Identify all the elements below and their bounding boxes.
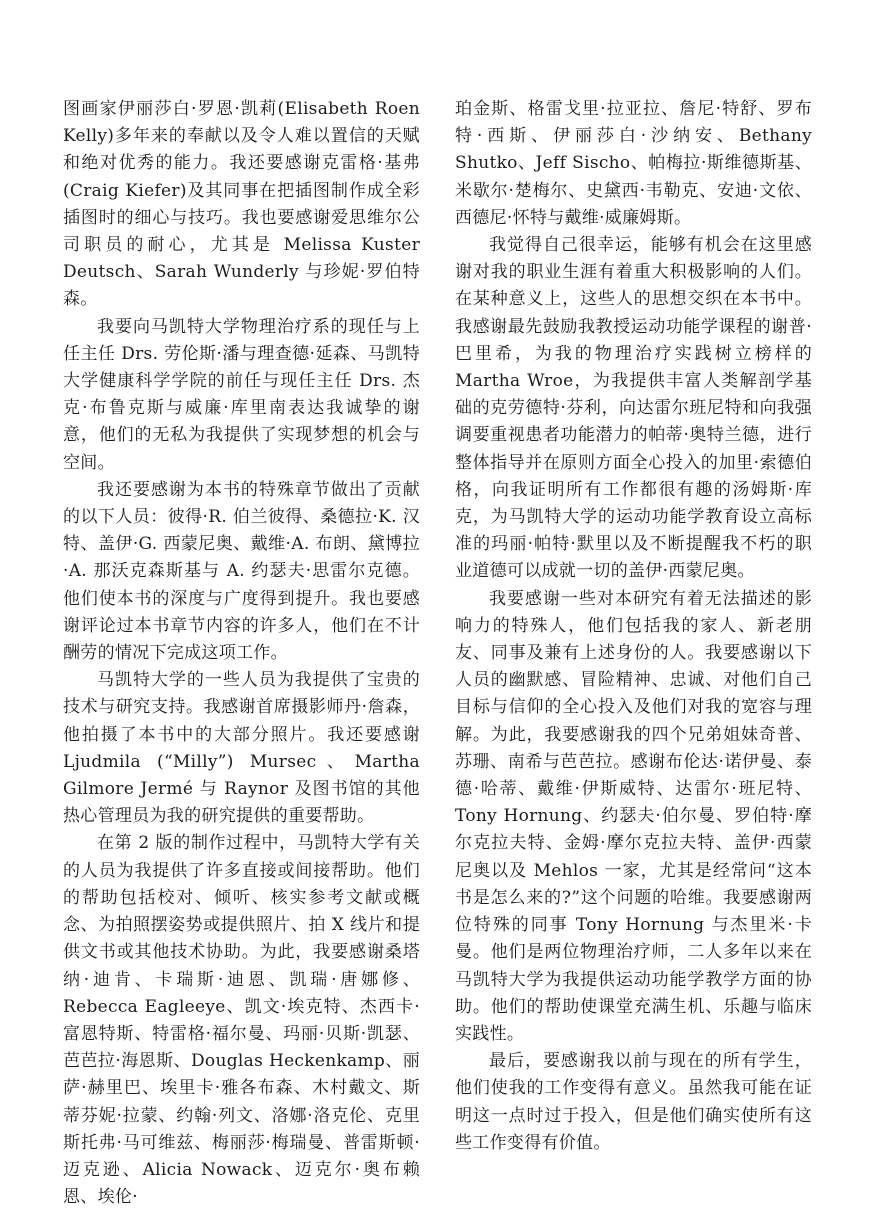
paragraph: 最后，要感谢我以前与现在的所有学生，他们使我的工作变得有意义。虽然我可能在证明这一点时过于投入，但是他们确实使所有这些工作变得有价值。	[455, 1051, 812, 1153]
paragraph: 我要向马凯特大学物理治疗系的现任与上任主任 Drs. 劳伦斯·潘与理查德·延森、马凯特大学健康科学学院的前任与现任主任 Drs. 杰克·布鲁克斯与威廉·库里南表达我诚挚的谢意，他们的无私为我提供了实现梦想的机会与空间。	[63, 316, 420, 473]
paragraph: 我觉得自己很幸运，能够有机会在这里感谢对我的职业生涯有着重大积极影响的人们。在某种意义上，这些人的思想交织在本书中。我感谢最先鼓励我教授运动功能学课程的谢普·巴里希，为我的物理治疗实践树立榜样的 Martha Wroe，为我提供丰富人类解剖学基础的克劳德特·芬利，向达雷尔班尼特和向我强调要重视患者功能潜力的帕蒂·奥特兰德，进行整体指导并在原则方面全心投入的加里·索德伯格，向我证明所有工作都很有趣的汤姆斯·库克，为马凯特大学的运动功能学教育设立高标准的玛丽·帕特·默里以及不断提醒我不朽的职业道德可以成就一切的盖伊·西蒙尼奥。	[455, 235, 812, 582]
paragraph: 珀金斯、格雷戈里·拉亚拉、詹尼·特舒、罗布特·西斯、伊丽莎白·沙纳安、Bethany Shutko、Jeff Sischo、帕梅拉·斯维德斯基、米歇尔·楚梅尔、史黛西·韦勒克、安迪·文依、西德尼·怀特与戴维·威廉姆斯。	[455, 99, 812, 228]
right-text-column	[455, 96, 812, 1157]
paragraph: 在第 2 版的制作过程中，马凯特大学有关的人员为我提供了许多直接或间接帮助。他们的帮助包括校对、倾听、核实参考文献或概念、为拍照摆姿势或提供照片、拍 X 线片和提供文书或其他技术协助。为此，我要感谢桑塔纳·迪肯、卡瑞斯·迪恩、凯瑞·唐娜修、Rebecca Eagleeye、凯文·埃克特、杰西卡·富恩特斯、特雷格·福尔曼、玛丽·贝斯·凯瑟、芭芭拉·海恩斯、Douglas Heckenkamp、丽萨·赫里巴、埃里卡·雅各布森、木村戴文、斯蒂芬妮·拉蒙、约翰·列文、洛娜·洛克伦、克里斯托弗·马可维兹、梅丽莎·梅瑞曼、普雷斯顿·迈克逊、Alicia Nowack、迈克尔·奥布赖恩、埃伦·	[63, 833, 420, 1208]
left-text-column	[63, 96, 420, 1211]
paragraph: 马凯特大学的一些人员为我提供了宝贵的技术与研究支持。我感谢首席摄影师丹·詹森，他拍摄了本书中的大部分照片。我还要感谢 Ljudmila (“Milly”) Mursec、Martha Gilmore Jermé 与 Raynor 及图书馆的其他热心管理员为我的研究提供的重要帮助。	[63, 670, 420, 827]
paragraph: 我要感谢一些对本研究有着无法描述的影响力的特殊人，他们包括我的家人、新老朋友、同事及兼有上述身份的人。我要感谢以下人员的幽默感、冒险精神、忠诚、对他们自己目标与信仰的全心投入及他们对我的宽容与理解。为此，我要感谢我的四个兄弟姐妹奇普、苏珊、南希与芭芭拉。感谢布伦达·诺伊曼、泰德·哈蒂、戴维·伊斯威特、达雷尔·班尼特、Tony Hornung、约瑟夫·伯尔曼、罗伯特·摩尔克拉夫特、金姆·摩尔克拉夫特、盖伊·西蒙尼奥以及 Mehlos 一家，尤其是经常问“这本书是怎么来的?”这个问题的哈维。我要感谢两位特殊的同事 Tony Hornung 与杰里米·卡曼。他们是两位物理治疗师，二人多年以来在马凯特大学为我提供运动功能学教学方面的协助。他们的帮助使课堂充满生机、乐趣与临床实践性。	[455, 588, 812, 1044]
paragraph: 图画家伊丽莎白·罗恩·凯莉(Elisabeth Roen Kelly)多年来的奉献以及令人难以置信的天赋和绝对优秀的能力。我还要感谢克雷格·基弗(Craig Kiefer)及其同事在把插图制作成全彩插图时的细心与技巧。我也要感谢爱思维尔公司职员的耐心，尤其是 Melissa Kuster Deutsch、Sarah Wunderly 与珍妮·罗伯特森。	[63, 99, 420, 310]
paragraph: 我还要感谢为本书的特殊章节做出了贡献的以下人员：彼得·R. 伯兰彼得、桑德拉·K. 汉特、盖伊·G. 西蒙尼奥、戴维·A. 布朗、黛博拉·A. 那沃克森斯基与 A. 约瑟夫·思雷尔克德。他们使本书的深度与广度得到提升。我也要感谢评论过本书章节内容的许多人，他们在不计酬劳的情况下完成这项工作。	[63, 479, 420, 664]
